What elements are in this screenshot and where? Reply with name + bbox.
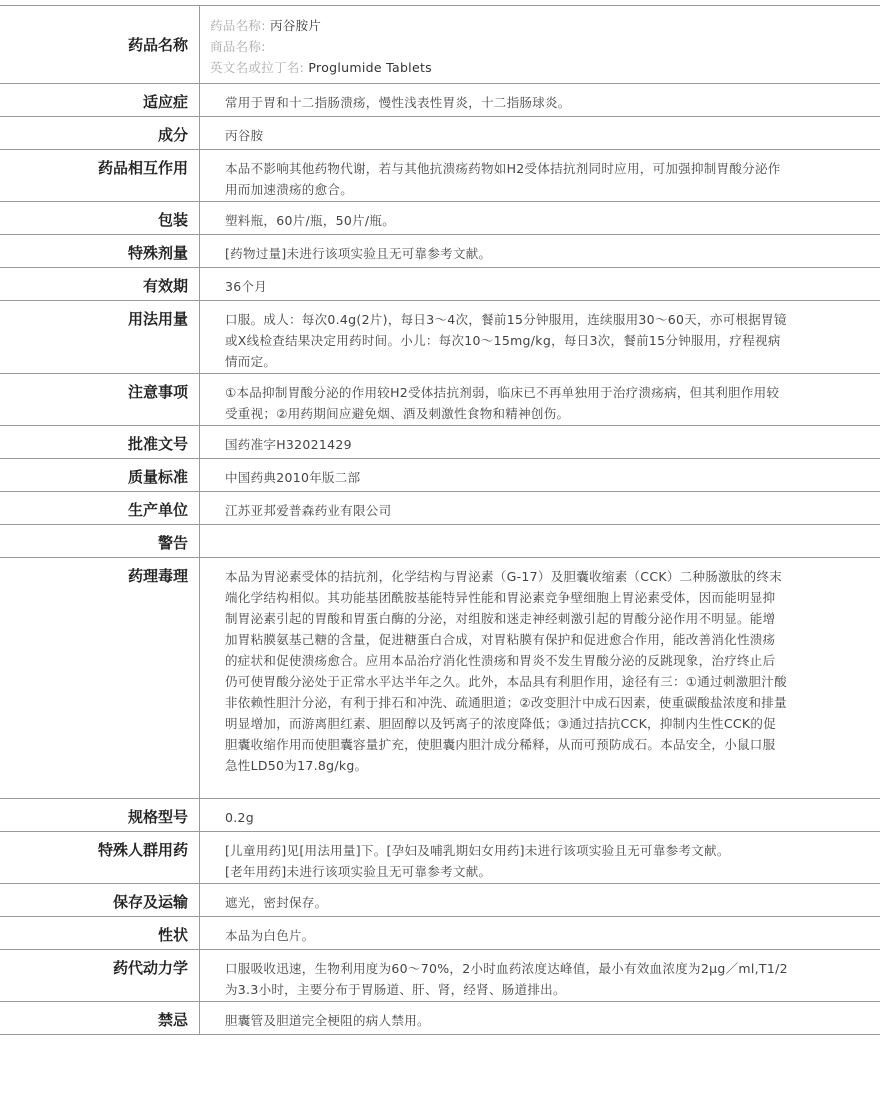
english-name-line [210, 57, 870, 78]
row-value: 本品为胃泌素受体的拮抗剂，化学结构与胃泌素（G-17）及胆囊收缩素（CCK）二种肠激肽的终末端化学结构相似。其功能基团酰胺基能特异性能和胃泌素竞争壁细胞上胃泌素受体，因而能明显抑制胃泌素引起的胃酸和胃蛋白酶的分泌，对组胺和迷走神经刺激引起的胃酸分泌作用不明显。能增加胃粘膜氨基己糖的含量，促进糖蛋白合成，对胃粘膜有保护和促进愈合作用，能改善消化性溃疡的症状和促使溃疡愈合。应用本品治疗消化性溃疡和胃炎不发生胃酸分泌的反跳现象，治疗终止后仍可使胃酸分泌处于正常水平达半年之久。此外，本品具有利胆作用，途径有三：①通过刺激胆汁酸非依赖性胆汁分泌，有利于排石和冲洗、疏通胆道；②改变胆汁中成石因素，使重碳酸盐浓度和排量明显增加，而游离胆红素、胆固醇以及钙离子的浓度降低；③通过拮抗CCK，抑制内生性CCK的促胆囊收缩作用而使胆囊容量扩充，使胆囊内胆汁成分稀释，从而可预防成石。本品安全，小鼠口服急性LD50为17.8g/kg。 [225, 569, 787, 773]
row-label: 批准文号 [0, 426, 200, 458]
row-special-dosage [0, 235, 880, 268]
row-label: 药理毒理 [0, 558, 200, 798]
row-manufacturer [0, 492, 880, 525]
row-indications [0, 84, 880, 117]
row-label: 药代动力学 [0, 950, 200, 1001]
row-label: 有效期 [0, 268, 200, 300]
drug-name-block [200, 6, 880, 83]
row-approval-number [0, 426, 880, 459]
row-specification [0, 799, 880, 832]
generic-name: 丙谷胺片 [270, 18, 322, 33]
row-value: 丙谷胺 [225, 128, 264, 143]
row-value [200, 525, 880, 557]
row-value: [药物过量]未进行该项实验且无可靠参考文献。 [225, 246, 492, 261]
row-value: 国药准字H32021429 [225, 437, 352, 452]
generic-name-prefix: 药品名称: [210, 18, 266, 33]
row-special-populations [0, 832, 880, 884]
row-warning [0, 525, 880, 558]
row-appearance [0, 917, 880, 950]
row-value: 常用于胃和十二指肠溃疡，慢性浅表性胃炎，十二指肠球炎。 [225, 95, 571, 110]
row-ingredients [0, 117, 880, 150]
row-label: 保存及运输 [0, 884, 200, 916]
row-drug-name [0, 6, 880, 84]
row-storage [0, 884, 880, 917]
row-label: 药品相互作用 [0, 150, 200, 201]
row-label: 规格型号 [0, 799, 200, 831]
row-value: 口服。成人：每次0.4g(2片)，每日3～4次，餐前15分钟服用，连续服用30～60天，亦可根据胃镜或X线检查结果决定用药时间。小儿：每次10～15mg/kg，每日3次，餐前15分钟服用，疗程视病情而定。 [225, 312, 787, 369]
row-contraindications [0, 1002, 880, 1035]
row-label: 适应症 [0, 84, 200, 116]
row-packaging [0, 202, 880, 235]
row-pharmacology [0, 558, 880, 799]
row-label: 警告 [0, 525, 200, 557]
row-value: 本品为白色片。 [225, 928, 315, 943]
row-value: 江苏亚邦爱普森药业有限公司 [225, 503, 392, 518]
row-value: 口服吸收迅速，生物利用度为60～70%，2小时血药浓度达峰值，最小有效血浓度为2μg／ml,T1/2为3.3小时，主要分布于胃肠道、肝、肾，经肾、肠道排出。 [225, 961, 788, 997]
row-precautions [0, 374, 880, 426]
generic-name-line [210, 15, 870, 36]
row-label: 用法用量 [0, 301, 200, 373]
row-value: 0.2g [225, 810, 255, 825]
row-label: 包装 [0, 202, 200, 234]
row-value: 遮光，密封保存。 [225, 895, 328, 910]
row-value: 36个月 [225, 279, 268, 294]
row-shelf-life [0, 268, 880, 301]
row-pharmacokinetics [0, 950, 880, 1002]
trade-name-line [210, 36, 870, 57]
row-value: ①本品抑制胃酸分泌的作用较H2受体拮抗剂弱，临床已不再单独用于治疗溃疡病，但其利胆作用较受重视；②用药期间应避免烟、酒及刺激性食物和精神创伤。 [225, 385, 780, 421]
row-label: 特殊剂量 [0, 235, 200, 267]
row-label: 性状 [0, 917, 200, 949]
row-value: 本品不影响其他药物代谢，若与其他抗溃疡药物如H2受体拮抗剂同时应用，可加强抑制胃酸分泌作用而加速溃疡的愈合。 [225, 161, 781, 197]
english-name: Proglumide Tablets [308, 60, 432, 75]
english-name-prefix: 英文名或拉丁名: [210, 60, 305, 75]
row-quality-standard [0, 459, 880, 492]
row-label: 禁忌 [0, 1002, 200, 1034]
row-dosage [0, 301, 880, 374]
row-value: 胆囊管及胆道完全梗阻的病人禁用。 [225, 1013, 430, 1028]
row-label: 质量标准 [0, 459, 200, 491]
row-interactions [0, 150, 880, 202]
row-value: 塑料瓶，60片/瓶，50片/瓶。 [225, 213, 396, 228]
row-label: 注意事项 [0, 374, 200, 425]
row-label: 特殊人群用药 [0, 832, 200, 883]
drug-info-table [0, 5, 880, 1035]
row-label: 生产单位 [0, 492, 200, 524]
row-label: 成分 [0, 117, 200, 149]
trade-name-prefix: 商品名称: [210, 39, 266, 54]
row-value: 中国药典2010年版二部 [225, 470, 361, 485]
row-value: [儿童用药]见[用法用量]下。[孕妇及哺乳期妇女用药]未进行该项实验且无可靠参考文献。[老年用药]未进行该项实验且无可靠参考文献。 [225, 843, 730, 879]
row-label: 药品名称 [0, 6, 200, 83]
